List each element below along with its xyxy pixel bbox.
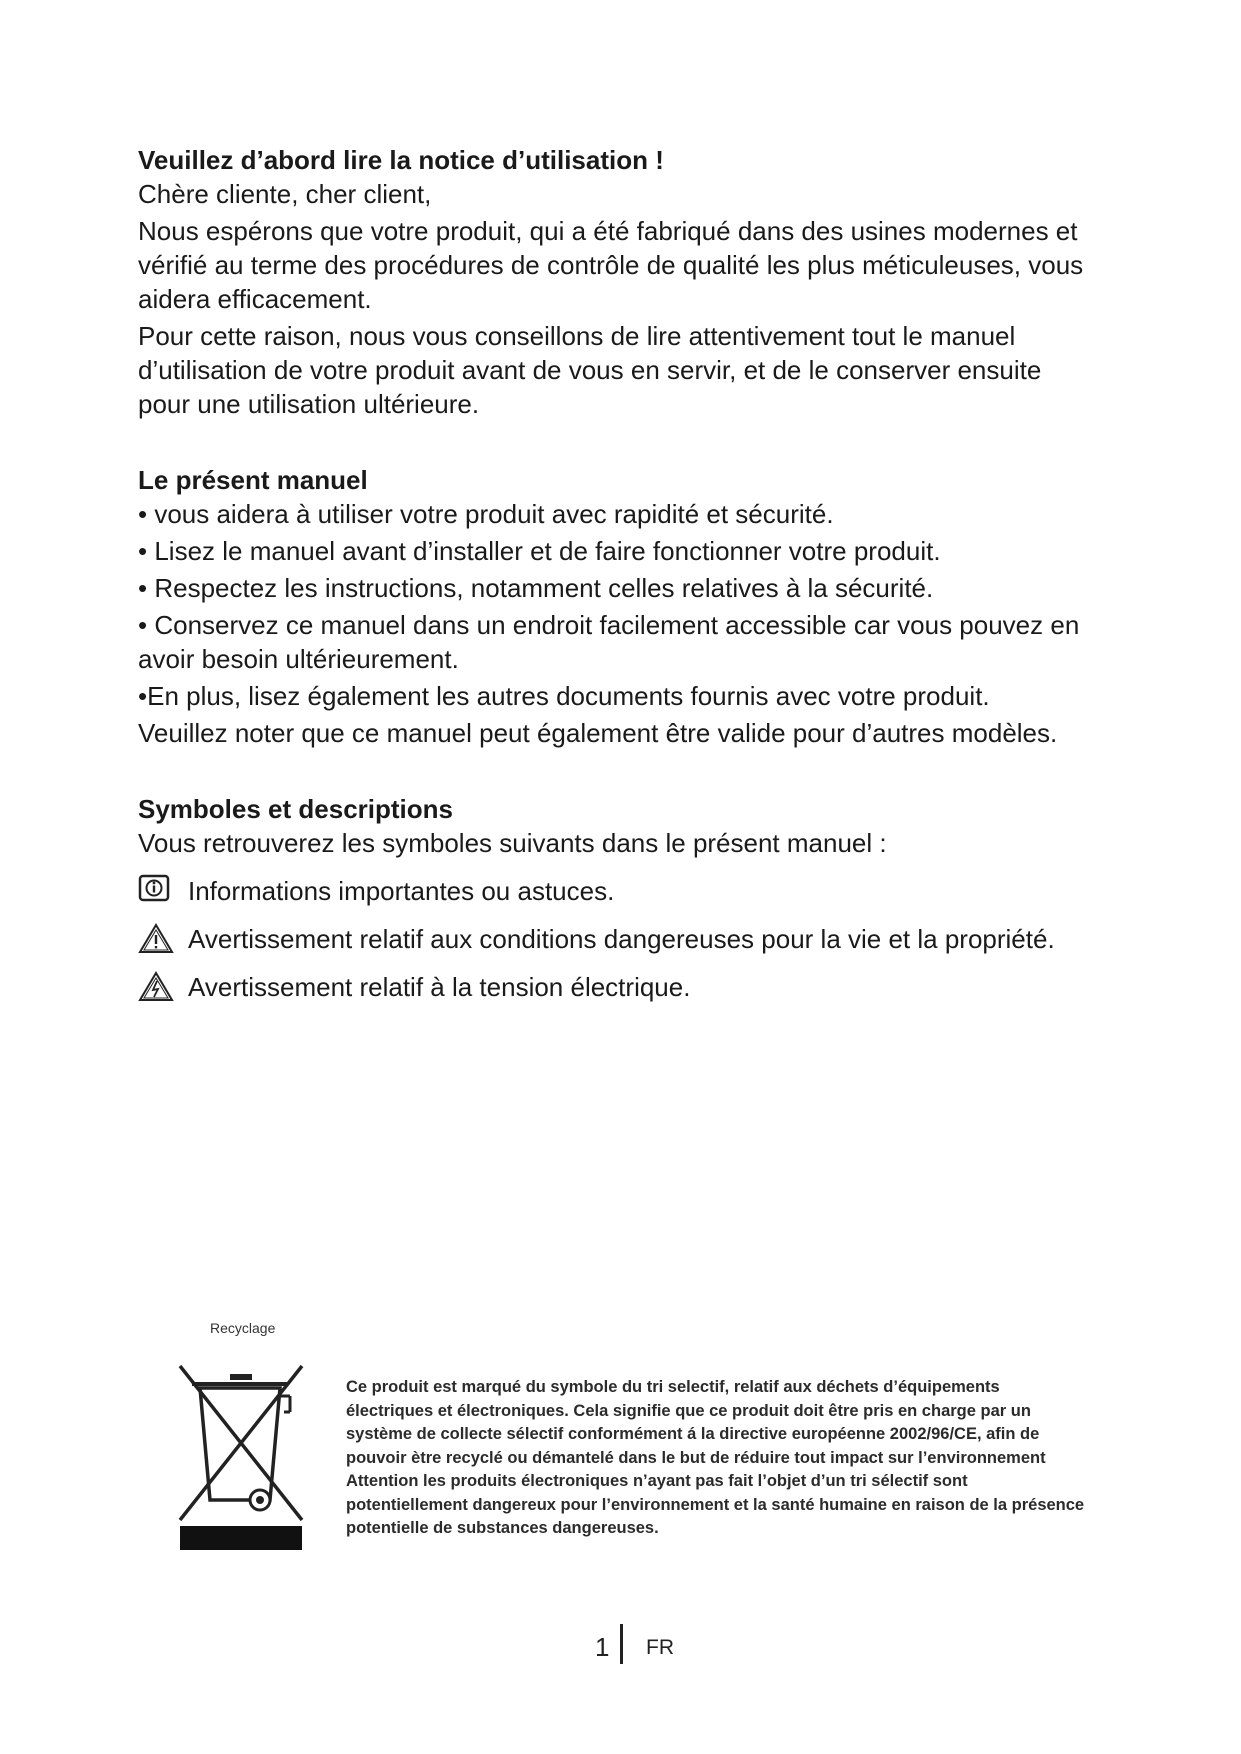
manual-note: Veuillez noter que ce manuel peut également être valide pour d’autres modèles. [138,718,1058,748]
symbols-title: Symboles et descriptions [138,794,453,824]
symbol-text: Avertissement relatif à la tension électrique. [188,972,691,1002]
manual-item: • vous aidera à utiliser votre produit avec rapidité et sécurité. [138,499,834,529]
electric-warning-icon [138,970,188,1004]
info-icon [138,874,188,908]
symbols-section [138,792,1098,1004]
page-number: 1 [595,1632,610,1662]
crossed-out-bin-icon [170,1340,310,1550]
symbol-row-warning [138,922,1098,956]
manual-section [138,463,1098,750]
symbols-intro: Vous retrouverez les symboles suivants dans le présent manuel : [138,828,887,858]
manual-item: • Respectez les instructions, notamment celles relatives à la sécurité. [138,573,934,603]
warning-triangle-icon [138,922,188,956]
intro-paragraph-1: Nous espérons que votre produit, qui a été fabriqué dans des usines modernes et vérifié au terme des procédures de contrôle de qualité les plus méticuleuses, vous aidera efficacement. [138,216,1084,314]
manual-item: • Lisez le manuel avant d’installer et de faire fonctionner votre produit. [138,536,941,566]
symbol-row-electric [138,970,1098,1004]
symbol-text: Informations importantes ou astuces. [188,876,615,906]
symbol-row-info [138,874,1098,908]
manual-title: Le présent manuel [138,465,368,495]
intro-paragraph-2: Pour cette raison, nous vous conseillons de lire attentivement tout le manuel d’utilisation de votre produit avant de vous en servir, et de le conserver ensuite pour une utilisation ultérieure. [138,321,1042,419]
manual-item: •En plus, lisez également les autres documents fournis avec votre produit. [138,681,990,711]
recycling-text: Ce produit est marqué du symbole du tri selectif, relatif aux déchets d’équipements électriques et électroniques. Cela signifie que ce produit doit être pris en charge par un système de collecte sélectif conformément á la directive européenne 2002/96/CE, afin de pouvoir ètre recyclé ou démantelé dans le but de réduire tout impact sur l’environnement Attention les produits électroniques n’ayant pas fait l’objet d’un tri sélectif sont potentiellement dangereux pour l’environnement et la santé humaine en raison de la présence potentielle de substances dangereuses. [346,1378,1085,1537]
page-content [138,143,1098,1004]
footer-divider [620,1624,623,1664]
greeting: Chère cliente, cher client, [138,179,432,209]
recycling-label: Recyclage [210,1320,276,1336]
page-footer [0,1624,1241,1664]
intro-title: Veuillez d’abord lire la notice d’utilisation ! [138,145,664,175]
recycling-notice [170,1320,1090,1560]
language-code: FR [646,1636,674,1659]
symbol-text: Avertissement relatif aux conditions dangereuses pour la vie et la propriété. [188,924,1055,954]
manual-item: • Conservez ce manuel dans un endroit facilement accessible car vous pouvez en avoir besoin ultérieurement. [138,610,1080,674]
